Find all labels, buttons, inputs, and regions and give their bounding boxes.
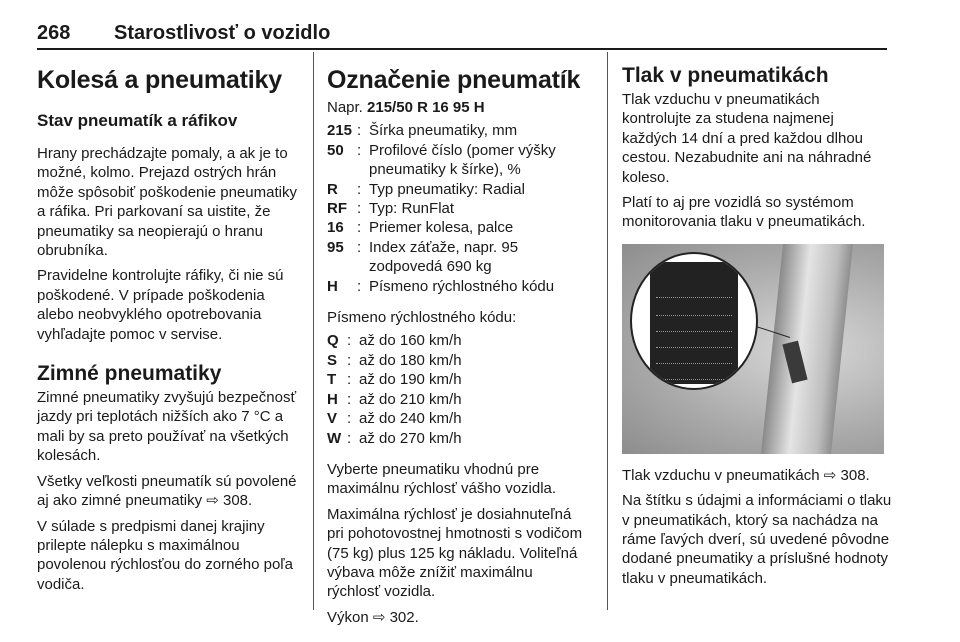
paragraph: V súlade s predpismi danej krajiny prilepte nálepku s maximálnou povolenou rýchlosťou do zorného poľa vodiča.: [37, 517, 294, 593]
table-row: 16 : Priemer kolesa, palce: [327, 219, 514, 237]
example-value: 215/50 R 16 95 H: [367, 99, 485, 116]
paragraph: Na štítku s údajmi a informáciami o tlaku v pneumatikách, ktorý sa nachádza na ráme ľavých dverí, sú uvedené pôvodne dodané pneumatiky a príslušné hodnoty tlaku v pneumatikách.: [622, 492, 892, 587]
example-line: [327, 98, 589, 117]
table-row: RF : Typ: RunFlat: [327, 200, 455, 218]
paragraph: Vyberte pneumatiku vhodnú pre maximálnu rýchlosť vášho vozidla.: [327, 460, 557, 498]
chapter-title: Starostlivosť o vozidlo: [114, 22, 331, 44]
table-row: 215 : Šírka pneumatiky, mm: [327, 122, 518, 140]
column-1: [37, 62, 299, 594]
column-divider-1: [313, 52, 314, 610]
table-row: H : až do 210 km/h: [327, 390, 462, 408]
table-row: V : až do 240 km/h: [327, 410, 462, 428]
speed-code-table: [327, 331, 589, 447]
tyre-pressure-label-illustration: [622, 244, 884, 454]
column-divider-2: [607, 52, 608, 610]
table-row: H : Písmeno rýchlostného kódu: [327, 277, 555, 295]
tyre-pressure-label-icon: [650, 262, 738, 384]
section-heading-wheels-tyres: Kolesá a pneumatiky: [37, 66, 282, 94]
label-magnifier-circle: [630, 252, 758, 390]
table-row: T : až do 190 km/h: [327, 371, 462, 389]
table-row: Q : až do 160 km/h: [327, 332, 462, 350]
speed-code-intro: Písmeno rýchlostného kódu:: [327, 309, 517, 327]
column-2: [327, 62, 589, 627]
example-prefix: Napr.: [327, 99, 368, 116]
paragraph: Maximálna rýchlosť je dosiahnuteľná pri pohotovostnej hmotnosti s vodičom (75 kg) plus 125 kg nákladu. Voliteľná výbava môže znížiť maximálnu rýchlosť vozidla.: [327, 505, 583, 601]
paragraph: Pravidelne kontrolujte ráfiky, či nie sú poškodené. V prípade poškodenia alebo neobvyklého opotrebovania vyhľadajte pomoc v servise.: [37, 267, 284, 343]
designation-table: [327, 121, 589, 296]
paragraph: Tlak vzduchu v pneumatikách kontrolujte za studena najmenej každých 14 dní a pred každou dlhou cestou. Nezabudnite ani na náhradné koleso.: [622, 91, 872, 186]
column-3: [622, 62, 892, 588]
paragraph: Výkon ⇨ 302.: [327, 608, 419, 626]
table-row: W : až do 270 km/h: [327, 429, 462, 447]
table-row: R : Typ pneumatiky: Radial: [327, 180, 525, 198]
paragraph: Hrany prechádzajte pomaly, a ak je to možné, kolmo. Prejazd ostrých hrán môže spôsobiť poškodenie pneumatiky a ráfika. Pri parkovaní sa uistite, že pneumatiky sa neopierajú o hranu obrubníka.: [37, 145, 297, 260]
paragraph: Všetky veľkosti pneumatík sú povolené aj ako zimné pneumatiky ⇨ 308.: [37, 472, 297, 510]
subheading-tyre-condition: Stav pneumatík a ráfikov: [37, 111, 238, 130]
page-header: [37, 20, 887, 50]
paragraph: Platí to aj pre vozidlá so systémom monitorovania tlaku v pneumatikách.: [622, 194, 866, 231]
page-number: 268: [37, 22, 71, 44]
table-row: 95 : Index záťaže, napr. 95 zodpovedá 690 kg: [327, 238, 519, 276]
table-row: S : až do 180 km/h: [327, 351, 462, 369]
table-row: 50 : Profilové číslo (pomer výšky pneumatiky k šírke), %: [327, 141, 556, 179]
section-heading-tyre-pressure: Tlak v pneumatikách: [622, 64, 829, 87]
subheading-winter-tyres: Zimné pneumatiky: [37, 362, 222, 386]
section-heading-tyre-designation: Označenie pneumatík: [327, 66, 581, 94]
paragraph: Zimné pneumatiky zvyšujú bezpečnosť jazdy pri teplotách nižších ako 7 °C a mali by sa preto používať na všetkých kolesách.: [37, 389, 297, 465]
paragraph: Tlak vzduchu v pneumatikách ⇨ 308.: [622, 466, 870, 484]
